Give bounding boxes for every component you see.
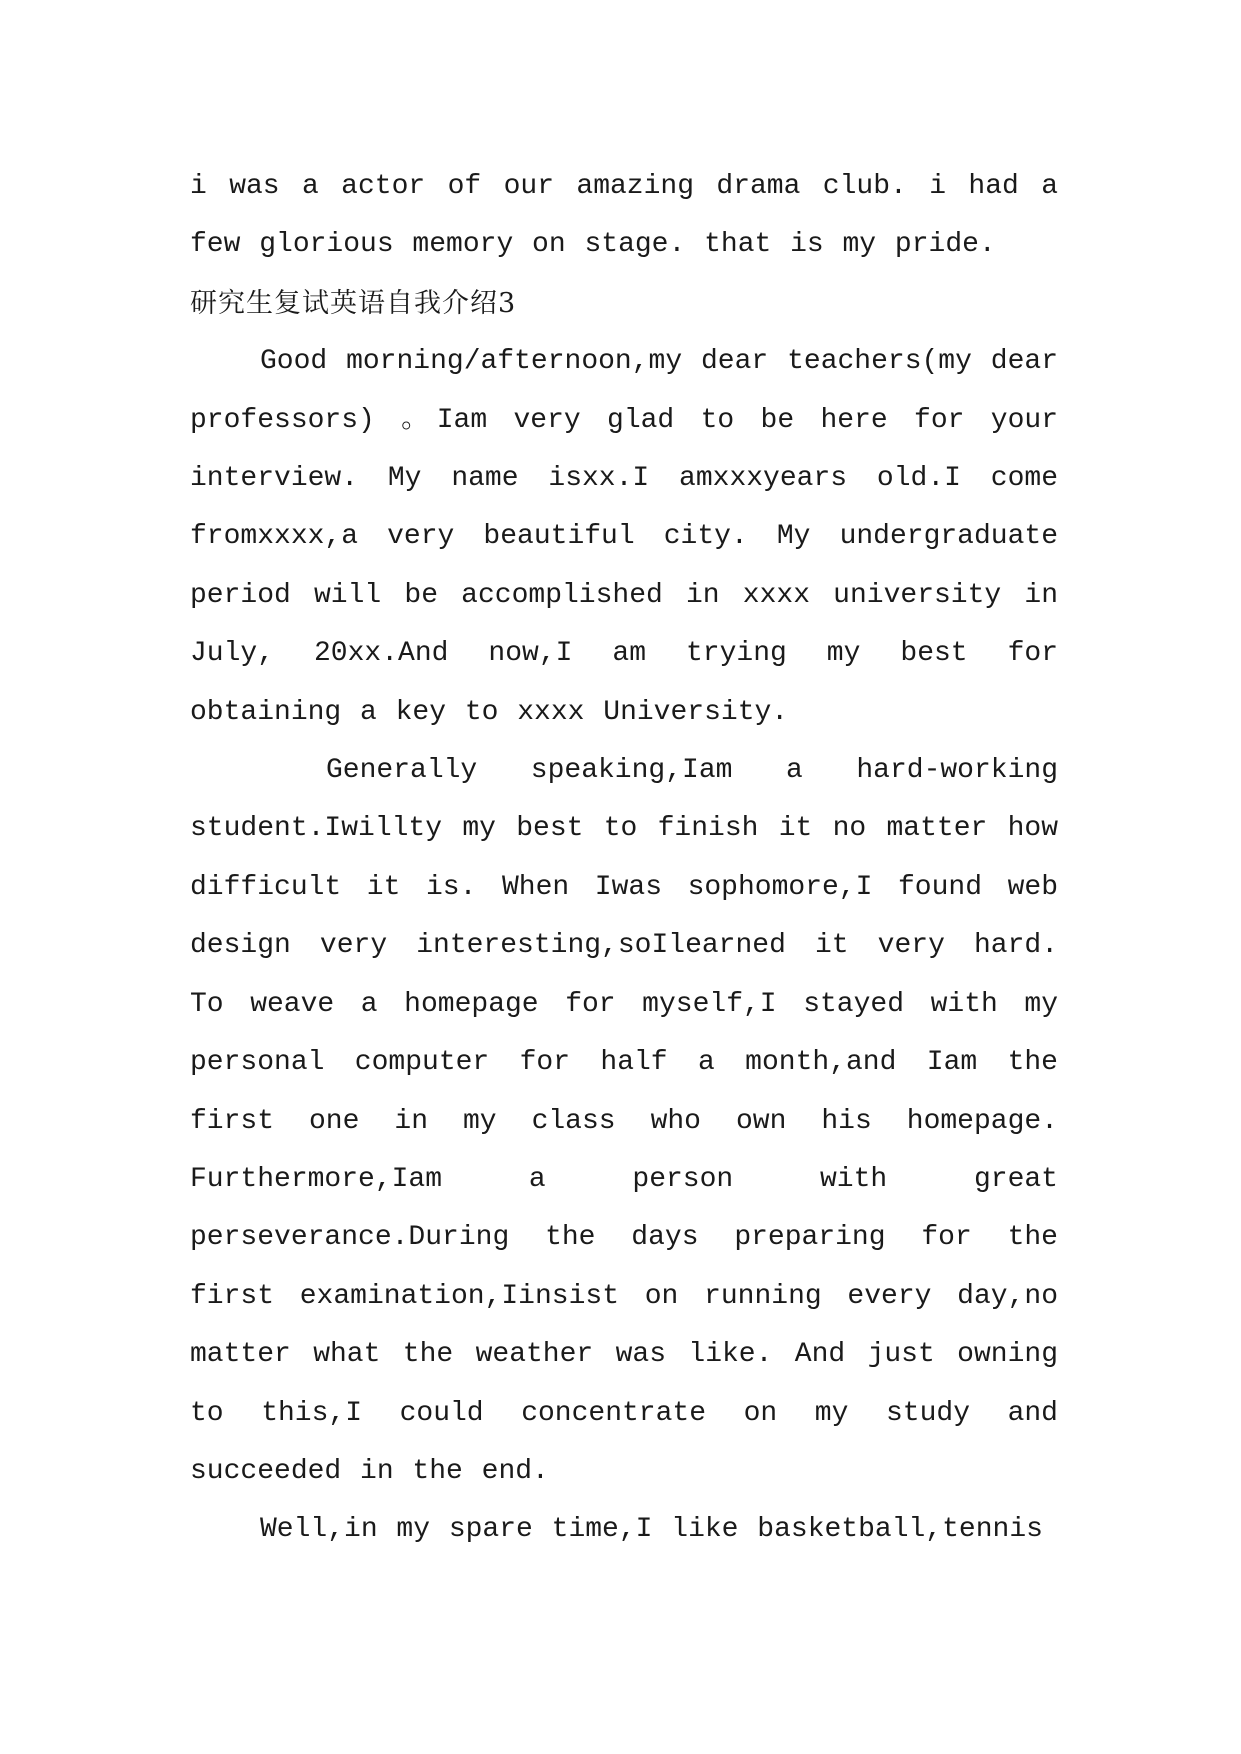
paragraph-drama-club: i was a actor of our amazing drama club. i had a few glorious memory on stage. that is my pride.: [190, 171, 1058, 261]
document-body: [190, 158, 1058, 1560]
paragraph-spare-time: Well,in my spare time,I like basketball,tennis: [260, 1514, 1043, 1546]
paragraph-hard-working: Generally speaking,Iam a hard-working student.Iwillty my best to finish it no matter how difficult it is. When Iwas sophomore,I found web design very interesting,soIlearned it very hard. To weave a homepage for myself,I stayed with my personal computer for half a month,and Iam the first one in my class who own his homepage. Furthermore,Iam a person with great perseverance.During the days preparing for the first examination,Iinsist on running every day,no matter what the weather was like. And just owning to this,I could concentrate on my study and succeeded in the end.: [190, 755, 1058, 1487]
section-heading: 研究生复试英语自我介绍3: [190, 287, 517, 319]
paragraph-greeting: Good morning/afternoon,my dear teachers(my dear professors) 。Iam very glad to be here for your interview. My name isxx.I amxxxyears old.I come fromxxxx,a very beautiful city. My undergraduate period will be accomplished in xxxx university in July, 20xx.And now,I am trying my best for obtaining a key to xxxx University.: [190, 346, 1058, 728]
